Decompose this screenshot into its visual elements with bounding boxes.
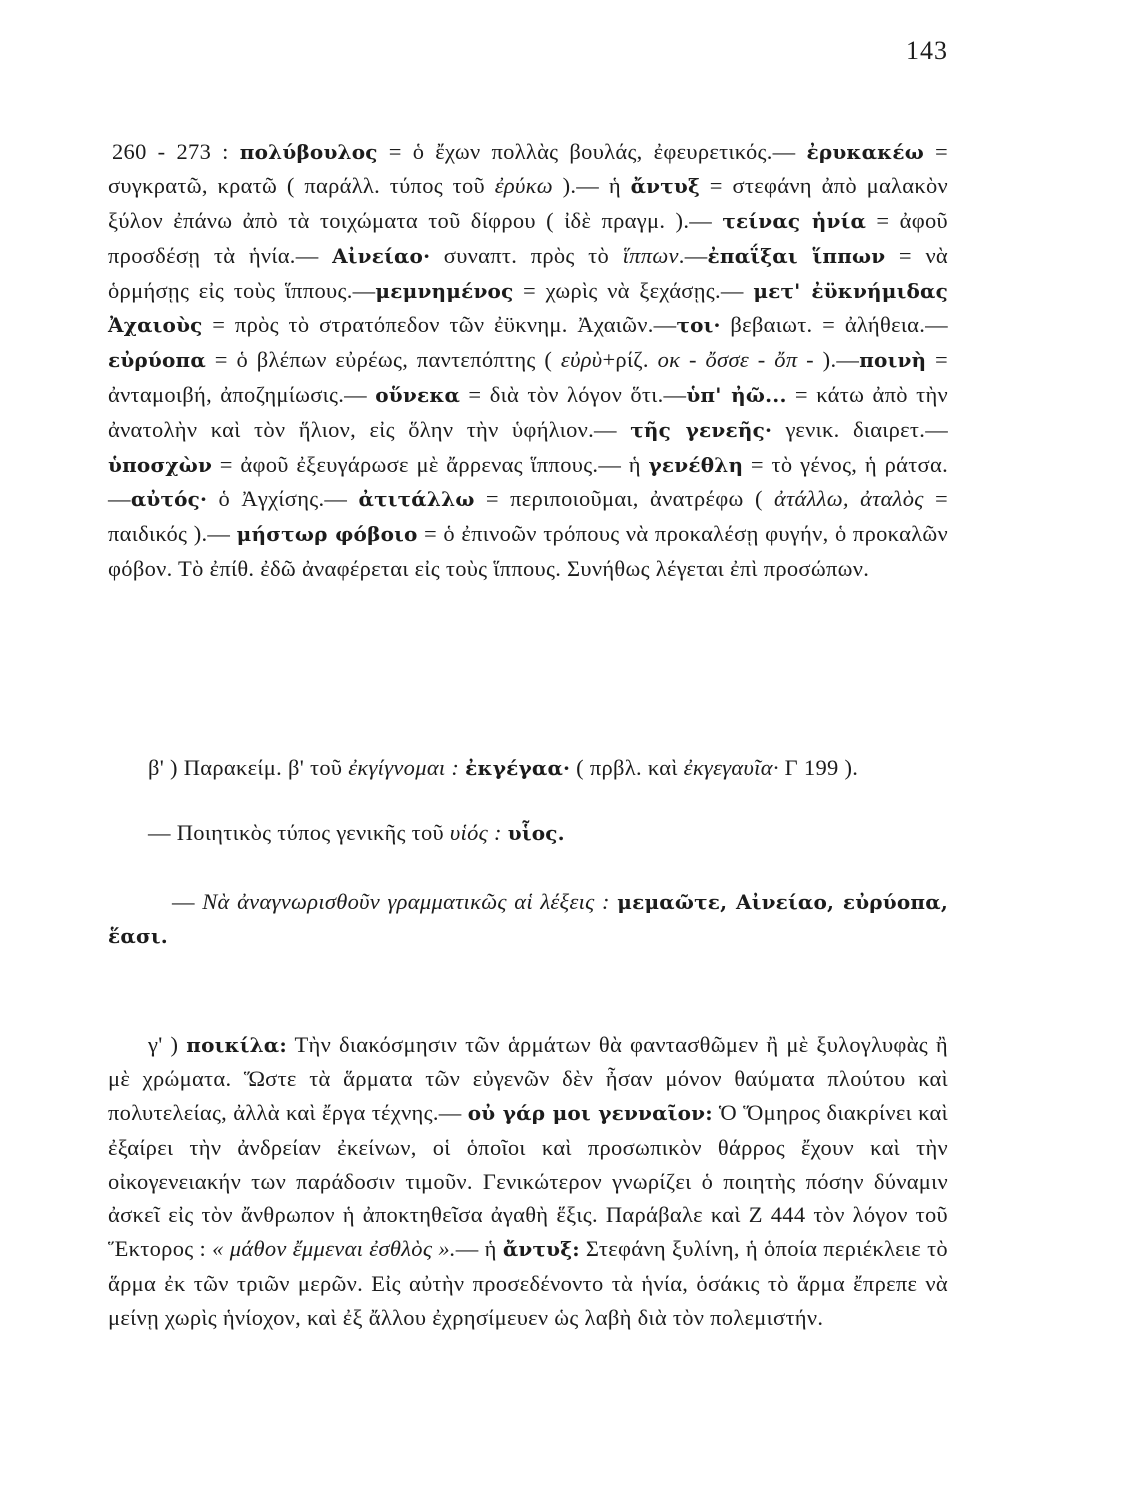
text-run: ὁ Ἀγχίσης.— — [207, 486, 359, 512]
text-run: = νὰ ὁρμήσῃς εἰς τοὺς ἵππους.— — [108, 242, 949, 303]
text-run: γενικ. διαιρετ.— — [772, 416, 948, 442]
text-run: ).— ἡ — [552, 173, 631, 199]
lemma: μεμαῶτε, Αἰνείαο, εὐρύοπα, ἕασι. — [108, 889, 948, 949]
text-run: +ρίζ. — [602, 347, 658, 373]
text-run: = ὁ βλέπων εὐρέως, παντεπόπτης ( — [205, 347, 561, 373]
text-run: Γ 199 ). — [778, 754, 859, 780]
poetic-form-note — [108, 816, 948, 851]
text-run: — Ποιητικὸς τύπος γενικῆς τοῦ — [148, 819, 450, 845]
text-run: — — [172, 888, 203, 914]
italic-term: ἐρύκω — [494, 173, 553, 199]
text-run: = παιδικός ).— — [108, 486, 948, 547]
lemma: ποινὴ — [859, 348, 927, 373]
lemma: τῆς γενεῆς· — [630, 417, 773, 442]
lemma: μεμνημένος — [375, 278, 514, 303]
lemma: εὐρύοπα — [108, 348, 206, 373]
text-run: — ἡ — [455, 1236, 503, 1262]
page-number: 143 — [906, 36, 948, 65]
italic-term: ἀτάλλω, ἀταλὸς — [774, 486, 924, 512]
italic-term: οκ - ὄσσε - ὄπ - — [657, 347, 814, 373]
lemma: ἄντυξ — [630, 174, 701, 199]
text-run: ( πρβλ. καὶ — [570, 754, 684, 780]
italic-term: υἱός : — [449, 819, 502, 845]
section-beta-paragraph — [108, 751, 948, 786]
text-run: = χωρὶς νὰ ξεχάσῃς.— — [513, 277, 754, 303]
lemma: οὐ γάρ μοι γενναῖον: — [467, 1101, 713, 1126]
text-run: γ' ) — [148, 1031, 187, 1057]
text-run: β' ) Παρακείμ. β' τοῦ — [148, 754, 349, 780]
italic-quote: « μάθον ἔμμεναι ἐσθλὸς ». — [212, 1236, 456, 1262]
lemma: ἀτιτάλλω — [358, 487, 475, 512]
lemma: ὑποσχὼν — [108, 452, 213, 477]
lemma: ἐπαΐξαι ἵππων — [707, 243, 886, 268]
lemma: τοι· — [676, 313, 721, 338]
italic-term: ἐκγίγνομαι : — [348, 754, 460, 780]
section-gamma-paragraph — [108, 1028, 948, 1335]
italic-term: ἵππων — [622, 242, 679, 268]
text-run: = διὰ τὸν λόγον ὅτι.— — [460, 382, 687, 408]
text-run: Τὴν διακόσμησιν τῶν ἁρμάτων θὰ φαντασθῶμεν ἢ μὲ ξυλογλυφὰς ἢ μὲ χρώματα. Ὥστε τὰ ἅρματα τῶν εὐγενῶν δὲν ἦσαν μόνον θαύματα πλούτου καὶ πολυτελείας, ἀλλὰ καὶ ἔργα τέχνης.— — [108, 1031, 948, 1126]
lemma: ποικίλα: — [186, 1032, 287, 1057]
text-run: = στεφάνη ἀπὸ μαλακὸν ξύλον ἐπάνω ἀπὸ τὰ τοιχώματα τοῦ δίφρου ( ἰδὲ πραγμ. ).— — [108, 173, 948, 234]
lemma: ἐρυκακέω — [806, 139, 924, 164]
text-run: 260 - 273 : — [112, 138, 240, 164]
lemma: τείνας ἡνία — [722, 209, 867, 234]
text-run: = τὸ γένος, ἡ ράτσα.— — [108, 451, 949, 512]
text-run: ).— — [813, 347, 860, 373]
text-run: = κάτω ἀπὸ τὴν ἀνατολὴν καὶ τὸν ἥλιον, εἰς ὅλην τὴν ὑφήλιον.— — [108, 382, 948, 442]
lemma: πολύβουλος — [239, 139, 378, 164]
lemma: Αἰνείαο· — [332, 243, 431, 268]
lemma: μετ' ἐϋκνήμιδας Ἀχαιοὺς — [108, 278, 948, 338]
text-run: = συγκρατῶ, κρατῶ ( παράλλ. τύπος τοῦ — [108, 138, 949, 199]
text-run: = ὁ ἐπινοῶν τρόπους νὰ προκαλέσῃ φυγήν, ὁ προκαλῶν φόβον. Τὸ ἐπίθ. ἐδῶ ἀναφέρεται εἰς τοὺς ἵππους. Συνήθως λέγεται ἐπὶ προσώπων. — [108, 521, 948, 582]
text-run: = ἀνταμοιβή, ἀποζημίωσις.— — [108, 347, 948, 408]
text-run: = πρὸς τὸ στρατόπεδον τῶν ἐϋκνημ. Ἀχαιῶν.— — [202, 312, 677, 338]
lemma: γενέθλη — [648, 452, 744, 477]
italic-term: Νὰ ἀναγνωρισθοῦν γραμματικῶς αἱ λέξεις : — [202, 888, 610, 914]
lemma: ὑπ' ἠῶ... — [686, 383, 787, 408]
text-run: .— — [678, 242, 708, 268]
text-run: συναπτ. πρὸς τὸ — [430, 242, 623, 268]
lemma: ἄντυξ: — [502, 1237, 580, 1262]
text-run: = ὁ ἔχων πολλὰς βουλάς, ἐφευρετικός.— — [377, 138, 807, 164]
italic-term: ἐκγεγαυῖα· — [683, 754, 779, 780]
lemma: αὐτός· — [130, 487, 208, 512]
text-run: = περιποιοῦμαι, ἀνατρέφω ( — [474, 486, 775, 512]
text-run: Στεφάνη ξυλίνη, ἡ ὁποία περιέκλειε τὸ ἅρμα ἐκ τῶν τριῶν μερῶν. Εἰς αὐτὴν προσεδένοντο τὰ ἡνία, ὁσάκις τὸ ἅρμα ἔπρεπε νὰ μείνῃ χωρὶς ἡνίοχον, καὶ ἐξ ἄλλου ἐχρησίμευεν ὡς λαβὴ διὰ τὸν πολεμιστήν. — [108, 1236, 948, 1330]
lemma: ἐκγέγαα· — [465, 755, 571, 780]
text-run: = ἀφοῦ προσδέσῃ τὰ ἡνία.— — [108, 208, 948, 268]
lemma: οὕνεκα — [375, 383, 461, 408]
text-run: = ἀφοῦ ἐξευγάρωσε μὲ ἄρρενας ἵππους.— ἡ — [212, 451, 649, 477]
lemma: μήστωρ φόβοιο — [236, 522, 418, 547]
italic-term: εὐρὺ — [560, 347, 603, 373]
grammar-exercise — [108, 885, 948, 955]
commentary-paragraph-260-273 — [108, 135, 948, 586]
text-run: Ὁ Ὅμηρος διακρίνει καὶ ἐξαίρει τὴν ἀνδρείαν ἐκείνων, οἱ ὁποῖοι καὶ προσωπικὸν θάρρος ἔχουν καὶ τὴν οἰκογενειακήν των παράδοσιν τιμοῦν. Γενικώτερον γνωρίζει ὁ ποιητὴς πόσην δύναμιν ἀσκεῖ εἰς τὸν ἄνθρωπον ἡ ἀποκτηθεῖσα ἀγαθὴ ἕξις. Παράβαλε καὶ Ζ 444 τὸν λόγον τοῦ Ἕκτορος : — [108, 1100, 948, 1262]
text-run: βεβαιωτ. = ἀλήθεια.— — [720, 312, 948, 338]
lemma: υἷος. — [507, 820, 565, 845]
